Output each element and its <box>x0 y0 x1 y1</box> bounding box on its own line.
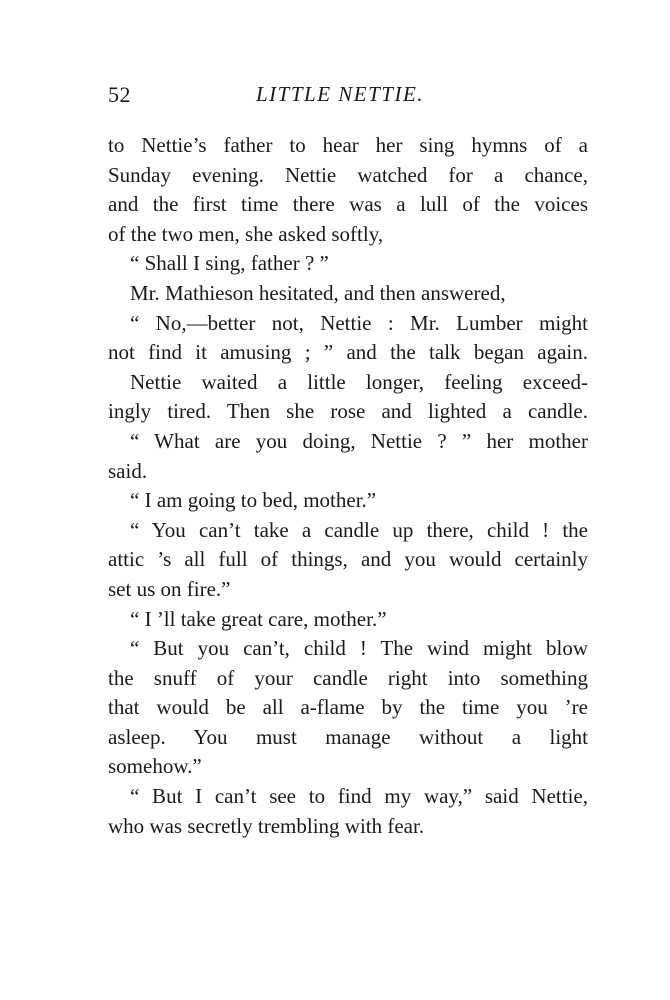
running-title: LITTLE NETTIE. <box>256 82 425 106</box>
text-line: ingly tired. Then she rose and lighted a candle. <box>108 399 588 424</box>
text-line: Mr. Mathieson hesitated, and then answered, <box>130 280 506 305</box>
page-number: 52 <box>108 82 131 107</box>
text-line: Nettie waited a little longer, feeling exceed- <box>130 369 588 394</box>
text-line: of the two men, she asked softly, <box>108 221 384 246</box>
text-line: “ I am going to bed, mother.” <box>130 488 377 513</box>
text-line: set us on fire.” <box>108 576 231 601</box>
text-line: attic ’s all full of things, and you would certainly <box>108 547 588 572</box>
body-text <box>108 131 588 841</box>
text-line: asleep. You must manage without a light <box>108 724 588 749</box>
text-line: the snuff of your candle right into something <box>108 665 588 690</box>
text-line: “ I ’ll take great care, mother.” <box>130 606 387 631</box>
text-line: that would be all a-flame by the time you ’re <box>108 695 588 720</box>
text-line: “ You can’t take a candle up there, child ! the <box>130 517 588 542</box>
text-line: “ What are you doing, Nettie ? ” her mother <box>130 428 588 453</box>
text-line: who was secretly trembling with fear. <box>108 813 425 838</box>
text-line: to Nettie’s father to hear her sing hymns of a <box>108 133 588 157</box>
text-line: Sunday evening. Nettie watched for a chance, <box>108 162 588 187</box>
text-line: “ No,—better not, Nettie : Mr. Lumber might <box>130 310 588 335</box>
text-line: “ But you can’t, child ! The wind might blow <box>130 636 588 661</box>
text-line: and the first time there was a lull of the voices <box>108 192 588 217</box>
text-line: “ Shall I sing, father ? ” <box>130 251 329 276</box>
text-line: somehow.” <box>108 754 202 779</box>
text-line: not find it amusing ; ” and the talk began again. <box>108 340 588 365</box>
page-header <box>108 82 588 112</box>
text-line: “ But I can’t see to find my way,” said Nettie, <box>130 784 588 809</box>
text-line: said. <box>108 458 148 483</box>
